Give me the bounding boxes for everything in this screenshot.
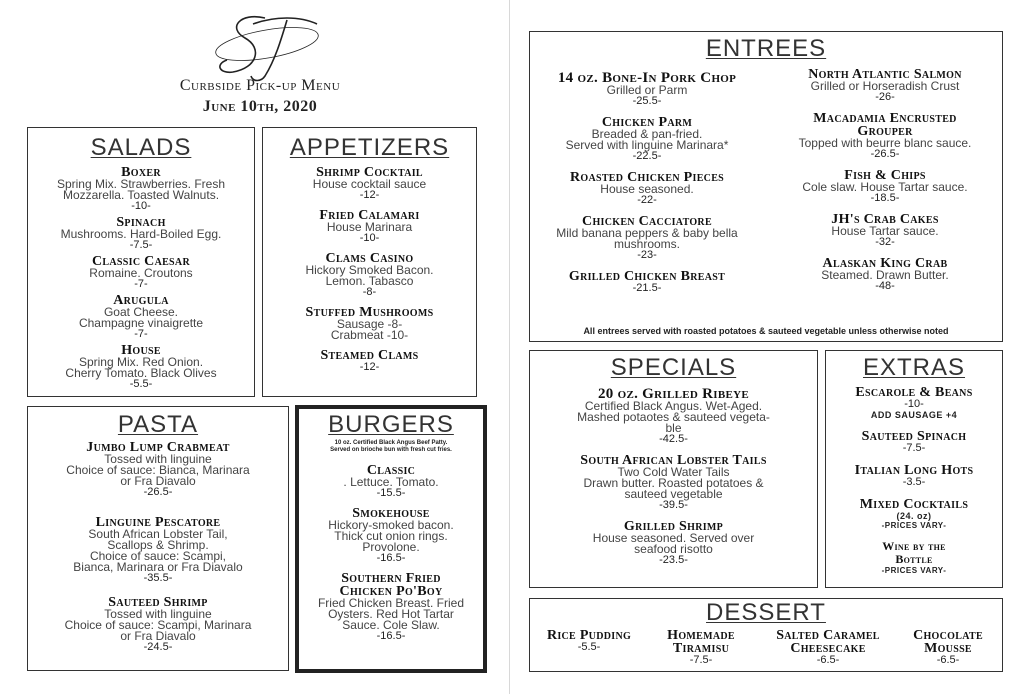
- item-name: North Atlantic Salmon: [808, 67, 962, 82]
- item-desc: Scallops & Shrimp.: [107, 538, 209, 552]
- item-price: -26.5-: [870, 148, 900, 160]
- menu-item: [770, 169, 1000, 204]
- item-price: -39.5-: [659, 499, 688, 511]
- item-price: -8-: [362, 286, 377, 298]
- item-name: Roasted Chicken Pieces: [569, 170, 725, 185]
- item-desc: Crabmeat -10-: [330, 328, 409, 342]
- item-desc: Tossed with linguine: [104, 607, 212, 621]
- item-name: Spinach: [116, 215, 166, 230]
- item-name: Jumbo Lump Crabmeat: [86, 440, 230, 455]
- item-desc: or Fra Diavalo: [120, 474, 196, 488]
- item-desc: Breaded & pan-fried.: [591, 127, 703, 141]
- item-name: Chocolate Mousse: [913, 628, 983, 656]
- item-desc: House Marinara: [326, 220, 413, 234]
- item-desc: Cherry Tomato. Black Olives: [65, 366, 217, 380]
- item-name: Sauteed Spinach: [861, 429, 967, 444]
- item-name: Fish & Chips: [844, 168, 926, 183]
- item-name: Italian Long Hots: [854, 463, 974, 478]
- item-price: -21.5-: [632, 282, 662, 294]
- item-desc: Sausage -8-: [336, 317, 403, 331]
- item-price: -7.5-: [689, 654, 713, 666]
- appetizers-section: [262, 127, 477, 397]
- entrees-footnote: All entrees served with roasted potatoes & sauteed vegetable unless otherwise noted: [583, 326, 949, 336]
- entrees-right-column: [770, 68, 1000, 292]
- item-desc: Certified Black Angus. Wet-Aged.: [584, 399, 763, 413]
- item-price: -16.5-: [376, 630, 406, 642]
- item-price: -25.5-: [632, 95, 662, 107]
- item-price: -12-: [359, 189, 380, 201]
- item-name: Fried Calamari: [319, 208, 420, 223]
- menu-item: [299, 464, 483, 499]
- item-name: Alaskan King Crab: [822, 256, 948, 271]
- entrees-left-column: [534, 72, 760, 294]
- item-price: -3.5-: [902, 476, 926, 488]
- item-price: -PRICES VARY-: [881, 521, 947, 530]
- menu-item: [28, 216, 254, 251]
- menu-item: [28, 441, 288, 498]
- menu-item: [28, 294, 254, 340]
- item-name: Homemade Tiramisu: [667, 628, 735, 656]
- item-desc: Spring Mix. Red Onion.: [78, 355, 204, 369]
- menu-item: [534, 215, 760, 261]
- menu-item: [826, 464, 1002, 488]
- extras-section: [825, 350, 1003, 588]
- item-name: JH's Crab Cakes: [831, 212, 939, 227]
- page-fold-divider: [509, 0, 510, 694]
- menu-item: [826, 540, 1002, 575]
- entrees-title: ENTREES: [705, 35, 827, 62]
- item-name: Clams Casino: [325, 251, 414, 266]
- item-desc: Grilled or Horseradish Crust: [810, 79, 960, 93]
- item-desc: or Fra Diavalo: [120, 629, 196, 643]
- menu-title: Curbside Pick-up Menu: [179, 77, 341, 94]
- item-price: -48-: [875, 280, 895, 292]
- item-name: Salted Caramel Cheesecake: [776, 628, 880, 656]
- item-desc: House cocktail sauce: [312, 177, 427, 191]
- st-monogram-logo: [205, 10, 325, 85]
- extras-title: EXTRAS: [862, 354, 966, 381]
- menu-item: [299, 572, 483, 642]
- menu-item: [534, 72, 760, 107]
- item-desc: Choice of sauce: Scampi, Marinara: [64, 618, 252, 632]
- dessert-section: [529, 598, 1003, 672]
- item-name: Sauteed Shrimp: [108, 595, 208, 610]
- menu-item: [900, 629, 996, 666]
- burgers-note: 10 oz. Certified Black Angus Beef Patty.: [334, 440, 448, 446]
- item-name: Grilled Chicken Breast: [568, 269, 726, 284]
- menu-item: [770, 213, 1000, 248]
- item-desc: Drawn butter. Roasted potatoes &: [583, 476, 764, 490]
- item-desc: Served with linguine Marinara*: [565, 138, 729, 152]
- item-desc: Topped with beurre blanc sauce.: [798, 136, 972, 150]
- menu-item: [530, 520, 817, 566]
- item-price: -18.5-: [870, 192, 900, 204]
- item-price: -24.5-: [143, 641, 173, 653]
- burgers-title: BURGERS: [328, 411, 454, 438]
- item-price: -22.5-: [632, 150, 662, 162]
- item-name: Chicken Parm: [601, 115, 693, 130]
- item-name: Stuffed Mushrooms: [305, 305, 434, 320]
- item-desc: Grilled or Parm: [606, 83, 688, 97]
- item-desc: Sauce. Cole Slaw.: [342, 618, 440, 632]
- item-desc: Hickory Smoked Bacon.: [305, 263, 434, 277]
- menu-item: [534, 116, 760, 162]
- menu-item: [826, 498, 1002, 530]
- menu-item: [826, 386, 1002, 420]
- item-name: Steamed Clams: [320, 348, 419, 363]
- item-desc: Choice of sauce: Scampi,: [89, 549, 227, 563]
- item-desc: House seasoned. Served over: [592, 531, 755, 545]
- entrees-section: [529, 31, 1003, 342]
- item-name: Wine by the Bottle: [882, 539, 946, 566]
- menu-item: [28, 166, 254, 212]
- menu-item: [28, 255, 254, 290]
- item-price: -5.5-: [129, 378, 153, 390]
- menu-item: [534, 171, 760, 206]
- item-name: Classic: [366, 463, 416, 478]
- item-desc: Fried Chicken Breast. Fried: [317, 596, 465, 610]
- menu-item: [770, 68, 1000, 103]
- item-desc: . Lettuce. Tomato.: [343, 475, 439, 489]
- item-desc: Tossed with linguine: [104, 452, 212, 466]
- item-desc: House Tartar sauce.: [831, 224, 939, 238]
- item-size: (24. oz): [896, 511, 932, 521]
- item-name: Chicken Cacciatore: [582, 214, 712, 229]
- item-price: -7-: [134, 278, 148, 290]
- item-desc: House seasoned.: [600, 182, 694, 196]
- item-desc: Champagne vinaigrette: [78, 316, 204, 330]
- item-name: Boxer: [121, 165, 161, 180]
- specials-title: SPECIALS: [610, 354, 737, 381]
- menu-item: [28, 596, 288, 653]
- item-desc: Mushrooms. Hard-Boiled Egg.: [60, 227, 222, 241]
- menu-item: [534, 270, 760, 294]
- item-price: -23-: [637, 249, 657, 261]
- menu-item: [770, 112, 1000, 160]
- menu-item: [530, 454, 817, 511]
- dessert-list: [530, 625, 1002, 666]
- item-price: -12-: [359, 361, 380, 373]
- item-name: Southern Fried Chicken Po'Boy: [339, 571, 443, 599]
- item-desc: Spring Mix. Strawberries. Fresh: [56, 177, 226, 191]
- menu-date: June 10th, 2020: [202, 98, 318, 115]
- item-price: -7.5-: [902, 442, 926, 454]
- item-name: Classic Caesar: [92, 254, 190, 269]
- menu-item: [826, 430, 1002, 454]
- item-price: -26.5-: [143, 486, 173, 498]
- item-desc: Mashed potaotes & sauteed vegeta-: [577, 410, 770, 424]
- item-addon: ADD SAUSAGE +4: [870, 410, 958, 420]
- menu-item: [28, 516, 288, 584]
- item-name: Shrimp Cocktail: [316, 165, 423, 180]
- menu-item: [770, 257, 1000, 292]
- item-name: Linguine Pescatore: [95, 515, 221, 530]
- menu-item: [263, 166, 476, 201]
- item-price: -22-: [637, 194, 657, 206]
- menu-item: [758, 629, 898, 666]
- item-desc: Hickory-smoked bacon.: [328, 518, 454, 532]
- item-desc: seafood risotto: [634, 542, 713, 556]
- item-desc: Thick cut onion rings.: [334, 529, 448, 543]
- item-desc: Cole slaw. House Tartar sauce.: [802, 180, 968, 194]
- item-desc: Provolone.: [362, 540, 420, 554]
- item-price: -10-: [131, 200, 151, 212]
- item-desc: Two Cold Water Tails: [617, 465, 730, 479]
- item-name: Macadamia Encrusted Grouper: [813, 111, 957, 139]
- item-name: Rice Pudding: [546, 628, 632, 643]
- item-price: -16.5-: [376, 552, 406, 564]
- item-desc: ble: [665, 421, 682, 435]
- menu-item: [263, 252, 476, 298]
- item-name: Grilled Shrimp: [623, 519, 724, 534]
- item-price: -10-: [359, 232, 380, 244]
- menu-item: [263, 349, 476, 373]
- pasta-section: [27, 406, 289, 671]
- dessert-title: DESSERT: [706, 599, 826, 626]
- item-name: Escarole & Beans: [855, 385, 973, 400]
- burgers-section: [295, 405, 487, 673]
- item-name: South African Lobster Tails: [580, 453, 767, 468]
- burgers-note: Served on brioche bun with fresh cut fries.: [330, 447, 452, 453]
- item-desc: mushrooms.: [613, 237, 681, 251]
- item-desc: Bianca, Marinara or Fra Diavalo: [73, 560, 243, 574]
- item-name: Mixed Cocktails: [859, 497, 969, 512]
- appetizers-title: APPETIZERS: [289, 134, 450, 161]
- item-price: -6.5-: [816, 654, 840, 666]
- item-price: -26-: [875, 91, 895, 103]
- menu-item: [299, 507, 483, 564]
- item-price: -6.5-: [936, 654, 960, 666]
- salads-title: SALADS: [90, 134, 192, 161]
- item-desc: sauteed vegetable: [624, 487, 723, 501]
- item-desc: Mozzarella. Toasted Walnuts.: [62, 188, 220, 202]
- item-price: -7.5-: [129, 239, 153, 251]
- item-price: -23.5-: [659, 554, 688, 566]
- item-name: 20 oz. Grilled Ribeye: [597, 386, 750, 402]
- item-name: Arugula: [113, 293, 169, 308]
- item-price: -10-: [904, 398, 924, 410]
- pasta-title: PASTA: [117, 411, 199, 438]
- item-desc: Goat Cheese.: [103, 305, 179, 319]
- item-desc: South African Lobster Tail,: [88, 527, 228, 541]
- item-price: -32-: [875, 236, 895, 248]
- item-desc: Mild banana peppers & baby bella: [556, 226, 738, 240]
- item-desc: Choice of sauce: Bianca, Marinara: [66, 463, 250, 477]
- menu-item: [263, 306, 476, 341]
- item-name: 14 oz. Bone-In Pork Chop: [557, 70, 737, 86]
- item-desc: Romaine. Croutons: [89, 266, 193, 280]
- item-price: -7-: [134, 328, 148, 340]
- menu-item: [28, 344, 254, 390]
- item-name: House: [121, 343, 161, 358]
- specials-section: [529, 350, 818, 588]
- item-price: -42.5-: [659, 433, 688, 445]
- item-price: -35.5-: [143, 572, 173, 584]
- item-price: -15.5-: [376, 487, 406, 499]
- item-price: -5.5-: [577, 641, 601, 653]
- item-desc: Oysters. Red Hot Tartar: [328, 607, 454, 621]
- menu-item: [530, 388, 817, 445]
- item-desc: Lemon. Tabasco: [325, 274, 414, 288]
- item-name: Smokehouse: [352, 506, 430, 521]
- menu-item: [263, 209, 476, 244]
- menu-item: [534, 629, 644, 666]
- item-desc: Steamed. Drawn Butter.: [821, 268, 949, 282]
- menu-item: [646, 629, 756, 666]
- item-price: -PRICES VARY-: [881, 566, 947, 575]
- salads-section: [27, 127, 255, 397]
